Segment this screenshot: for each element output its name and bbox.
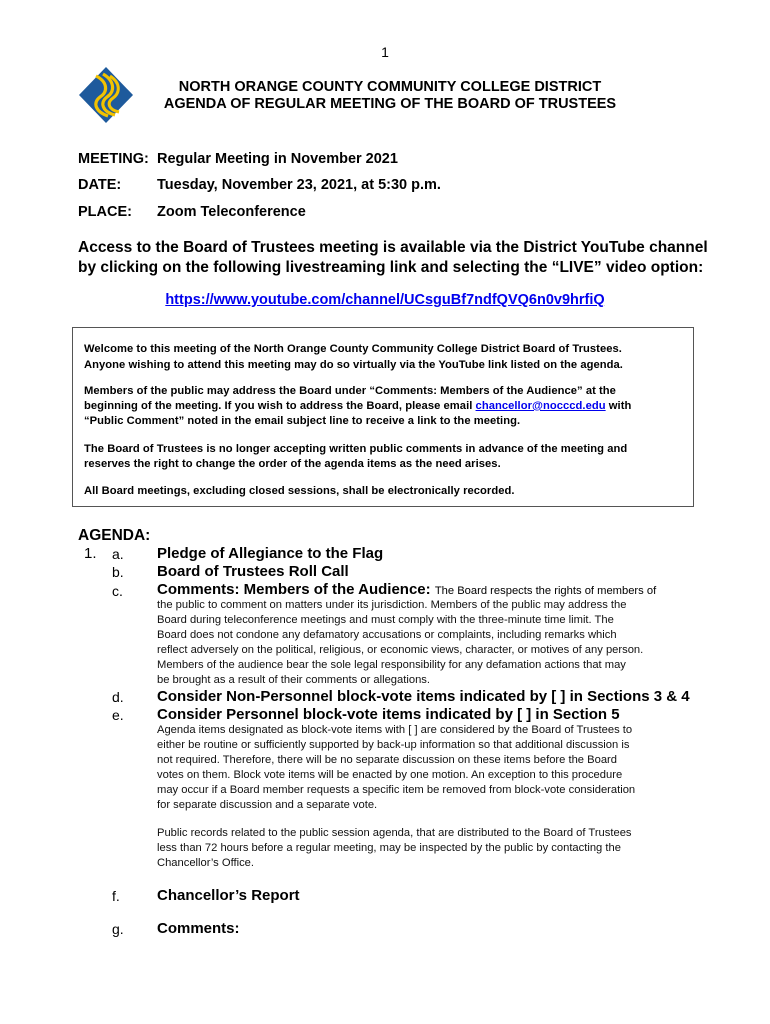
youtube-link[interactable]: https://www.youtube.com/channel/UCsguBf7ndfQVQ6n0v9hrfiQ xyxy=(165,292,605,308)
notice-p1-line2: Anyone wishing to attend this meeting may do so virtually via the YouTube link listed on the agenda. xyxy=(84,359,623,371)
access-text-line2: by clicking on the following livestreaming link and selecting the “LIVE” video option: xyxy=(78,259,704,276)
item-e-description xyxy=(157,723,694,813)
date-label: DATE: xyxy=(78,177,122,193)
item-e-records-line: Public records related to the public session agenda, that are distributed to the Board of Trustees xyxy=(157,827,632,839)
item-c-letter: c. xyxy=(112,583,123,599)
item-c-desc-first: The Board respects the rights of members of xyxy=(434,585,657,597)
item-e-records-line: less than 72 hours before a regular meeting, may be inspected by the public by contacting the xyxy=(157,842,621,854)
notice-p2-line2-post: with xyxy=(605,400,632,412)
item-b-letter: b. xyxy=(112,564,124,580)
page-number: 1 xyxy=(381,44,389,60)
item-g-title: Comments: xyxy=(157,920,240,937)
item-c-desc-line: Members of the audience bear the sole legal responsibility for any defamation actions that may xyxy=(157,659,626,671)
notice-p2-line1: Members of the public may address the Board under “Comments: Members of the Audience” at the xyxy=(84,385,616,397)
item-a-title: Pledge of Allegiance to the Flag xyxy=(157,545,384,562)
item-e-desc-line: votes on them. Block vote items will be enacted by one motion. An exception to this procedure xyxy=(157,769,623,781)
meeting-value: Regular Meeting in November 2021 xyxy=(157,151,398,167)
notice-p3-line2: reserves the right to change the order of the agenda items as the need arises. xyxy=(84,458,501,470)
item-c-desc-line: be brought as a result of their comments or allegations. xyxy=(157,674,430,686)
item-c-description xyxy=(157,598,694,688)
item-e-desc-line: may occur if a Board member requests a specific item be removed from block-vote consideration xyxy=(157,784,636,796)
item-f-letter: f. xyxy=(112,888,120,904)
item-e-records-line: Chancellor’s Office. xyxy=(157,857,255,869)
item-f-title: Chancellor’s Report xyxy=(157,887,300,904)
item-e-desc-line: not required. Therefore, there will be no separate discussion on these items before the Board xyxy=(157,754,617,766)
notice-p2-line2 xyxy=(84,398,684,414)
header-title-line1: NORTH ORANGE COUNTY COMMUNITY COLLEGE DISTRICT xyxy=(178,79,602,95)
item-a-letter: a. xyxy=(112,546,124,562)
item-d-letter: d. xyxy=(112,689,124,705)
notice-p2-line2-pre: beginning of the meeting. If you wish to address the Board, please email xyxy=(84,400,476,412)
notice-box xyxy=(72,327,694,507)
access-text-line1: Access to the Board of Trustees meeting is available via the District YouTube channel xyxy=(78,239,708,256)
item-e-desc-line: Agenda items designated as block-vote items with [ ] are considered by the Board of Trustees to xyxy=(157,724,633,736)
item-c-desc-line: Board during teleconference meetings and must comply with the three-minute time limit. The xyxy=(157,614,614,626)
item-e-desc-line: for separate discussion and a separate vote. xyxy=(157,799,378,811)
notice-p2-line3: “Public Comment” noted in the email subject line to receive a link to the meeting. xyxy=(84,415,521,427)
item-c-desc-line: the public to comment on matters under its jurisdiction. Members of the public may address the xyxy=(157,599,627,611)
item-e-title: Consider Personnel block-vote items indicated by [ ] in Section 5 xyxy=(157,706,620,723)
item-g-letter: g. xyxy=(112,921,124,937)
item-e-public-records xyxy=(157,826,694,871)
district-logo xyxy=(78,66,134,124)
place-label: PLACE: xyxy=(78,204,132,220)
item-d-title: Consider Non-Personnel block-vote items indicated by [ ] in Sections 3 & 4 xyxy=(157,688,690,705)
item-e-letter: e. xyxy=(112,707,124,723)
item-e-desc-line: either be routine or sufficiently supported by back-up information so that additional discussion is xyxy=(157,739,630,751)
item-b-title: Board of Trustees Roll Call xyxy=(157,563,349,580)
notice-p1-line1: Welcome to this meeting of the North Orange County Community College District Board of Trustees. xyxy=(84,343,622,355)
item-c-desc-line: reflect adversely on the political, religious, or economic views, character, or motives of any person. xyxy=(157,644,644,656)
chancellor-email-link[interactable]: chancellor@nocccd.edu xyxy=(475,400,606,412)
item-c-heading: Comments: Members of the Audience: The Board respects the rights of members of xyxy=(157,581,657,598)
date-value: Tuesday, November 23, 2021, at 5:30 p.m. xyxy=(157,177,441,193)
item-c-title: Comments: Members of the Audience xyxy=(157,581,426,598)
notice-p3-line1: The Board of Trustees is no longer accepting written public comments in advance of the meeting and xyxy=(84,443,628,455)
meeting-label: MEETING: xyxy=(78,151,149,167)
notice-p4-line1: All Board meetings, excluding closed sessions, shall be electronically recorded. xyxy=(84,485,515,497)
agenda-title: AGENDA: xyxy=(78,527,151,544)
item-c-desc-line: Board does not condone any defamatory accusations or complaints, including remarks which xyxy=(157,629,617,641)
header-title-line2: AGENDA OF REGULAR MEETING OF THE BOARD OF TRUSTEES xyxy=(163,96,617,112)
agenda-section-number: 1. xyxy=(84,545,97,562)
place-value: Zoom Teleconference xyxy=(157,204,306,220)
